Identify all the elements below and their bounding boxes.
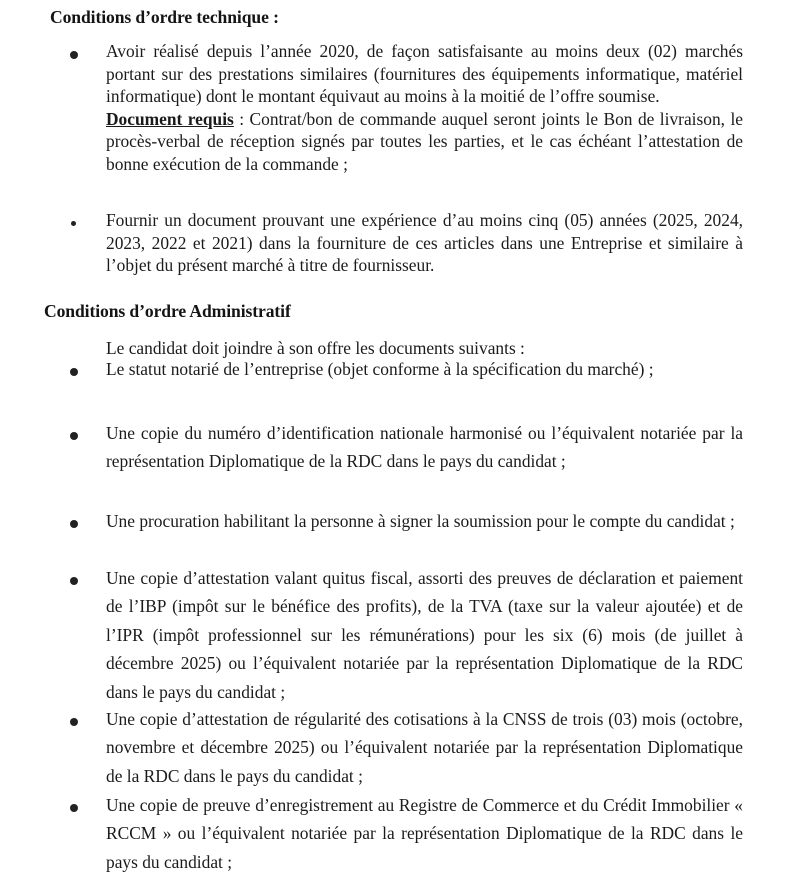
document-requis-label: Document requis: [106, 108, 234, 129]
administrative-conditions-heading: Conditions d’ordre Administratif: [44, 301, 291, 321]
document-requis-text: : Contrat/bon de commande auquel seront joints le Bon de livraison, le procès-verbal de réception signés par toutes les parties, et le cas échéant l’attestation de bonne exécution de la commande ;: [106, 108, 743, 174]
technical-item-2-text: Fournir un document prouvant une expérience d’au moins cinq (05) années (2025, 2024, 2023, 2022 et 2021) dans la fourniture de ces articles dans une Entreprise et similaire à l’objet du présent marché à titre de fournisseur.: [106, 210, 743, 276]
bullet-icon: [70, 368, 78, 376]
administrative-item-3-text: Une procuration habilitant la personne à signer la soumission pour le compte du candidat ;: [106, 511, 735, 531]
administrative-intro: Le candidat doit joindre à son offre les documents suivants :: [106, 338, 525, 358]
technical-item-1-text: Avoir réalisé depuis l’année 2020, de façon satisfaisante au moins deux (02) marchés portant sur des prestations similaires (fournitures des équipements informatique, matériel informatique) dont le montant équivaut au moins à la moitié de l’offre soumise.: [106, 41, 743, 107]
bullet-icon: [70, 432, 78, 440]
bullet-icon: [70, 718, 78, 726]
administrative-item-2-text: Une copie du numéro d’identification nationale harmonisé ou l’équivalent notariée par la représentation Diplomatique de la RDC dans le pays du candidat ;: [106, 423, 743, 472]
administrative-item-1: [106, 355, 743, 383]
administrative-item-4-text: Une copie d’attestation valant quitus fiscal, assorti des preuves de déclaration et paiement de l’IBP (impôt sur le bénéfice des profits), de la TVA (taxe sur la valeur ajoutée) et de l’IPR (impôt professionnel sur les rémunérations) pour les six (6) mois (de juillet à décembre 2025) ou l’équivalent notariée par la représentation Diplomatique de la RDC dans le pays du candidat ;: [106, 568, 743, 702]
technical-conditions-heading: Conditions d’ordre technique :: [50, 7, 279, 27]
bullet-icon: [71, 221, 76, 226]
bullet-icon: [70, 51, 78, 59]
administrative-item-1-text: Le statut notarié de l’entreprise (objet conforme à la spécification du marché) ;: [106, 359, 654, 379]
administrative-item-3: [106, 507, 743, 535]
administrative-item-4: [106, 564, 743, 706]
administrative-item-5: [106, 705, 743, 790]
bullet-icon: [70, 804, 78, 812]
technical-item-2: [106, 209, 743, 277]
technical-item-1: [106, 40, 743, 176]
bullet-icon: [70, 520, 78, 528]
administrative-item-6: [106, 791, 743, 876]
administrative-item-6-text: Une copie de preuve d’enregistrement au Registre de Commerce et du Crédit Immobilier « RCCM » ou l’équivalent notariée par la représentation Diplomatique de la RDC dans le pays du candidat ;: [106, 795, 743, 872]
administrative-item-5-text: Une copie d’attestation de régularité des cotisations à la CNSS de trois (03) mois (octobre, novembre et décembre 2025) ou l’équivalent notariée par la représentation Diplomatique de la RDC dans le pays du candidat ;: [106, 709, 743, 786]
bullet-icon: [70, 577, 78, 585]
administrative-item-2: [106, 419, 743, 476]
